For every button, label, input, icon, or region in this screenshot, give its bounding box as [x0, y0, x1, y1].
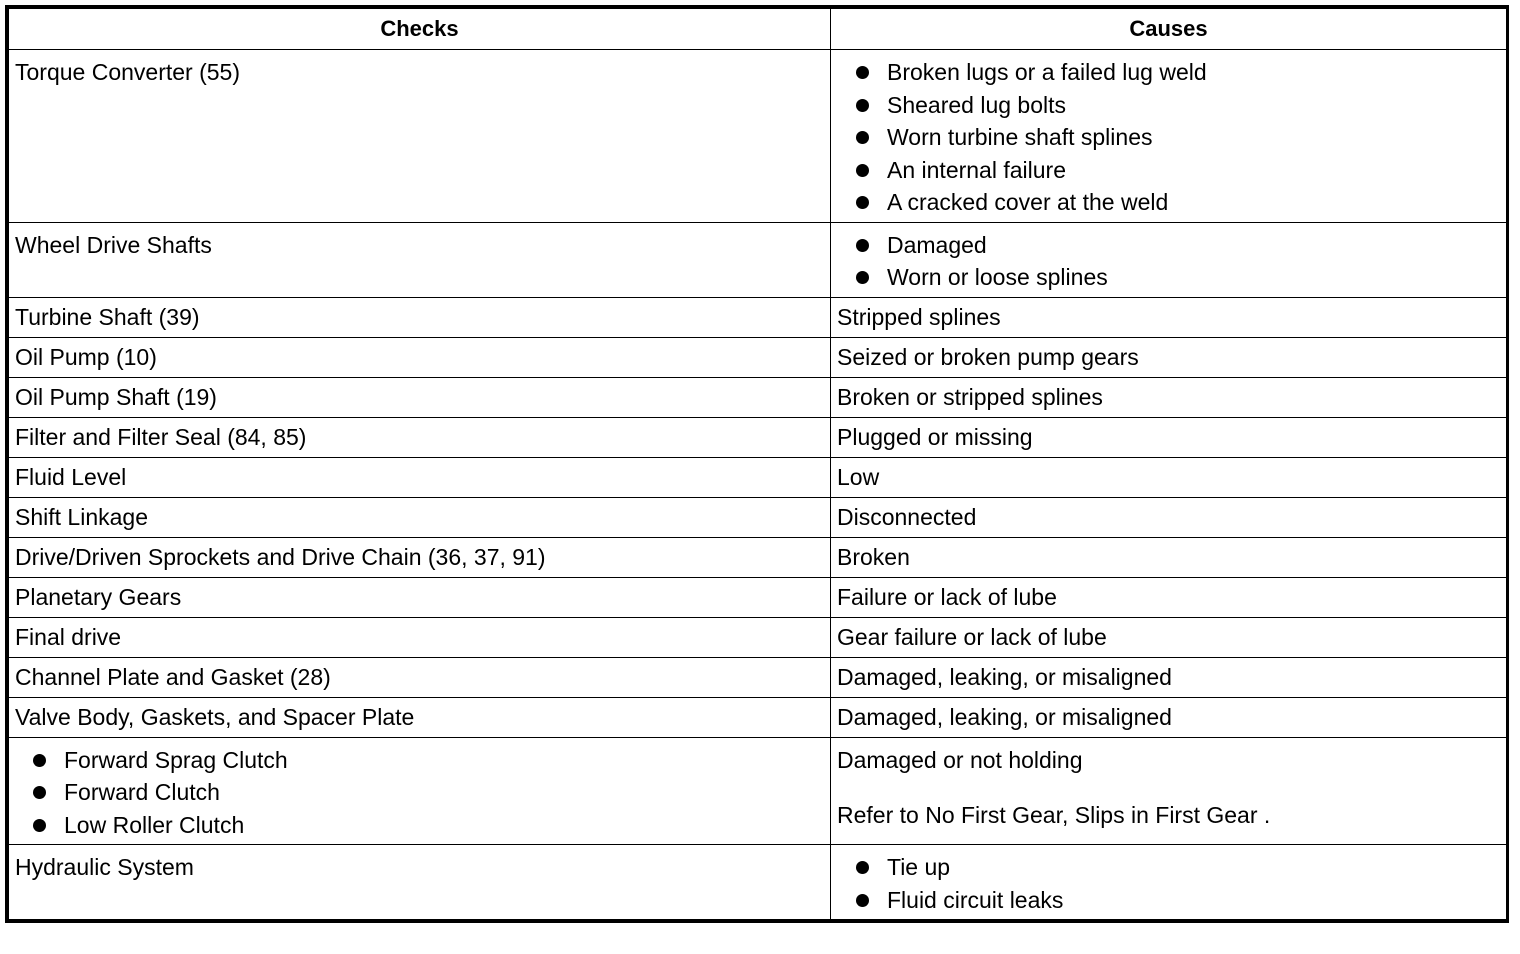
check-cell: Oil Pump Shaft (19)	[9, 377, 831, 417]
check-cell: Wheel Drive Shafts	[9, 222, 831, 297]
cause-text: Damaged or not holding	[837, 746, 1083, 773]
check-list	[15, 744, 830, 842]
table-row	[9, 497, 1507, 537]
check-cell: Shift Linkage	[9, 497, 831, 537]
check-cell	[9, 737, 831, 845]
table-row	[9, 845, 1507, 920]
reference-note: Refer to No First Gear, Slips in First Gear .	[837, 802, 1271, 828]
cause-cell: Stripped splines	[831, 297, 1507, 337]
table-row	[9, 577, 1507, 617]
table-row	[9, 457, 1507, 497]
table-row	[9, 537, 1507, 577]
cause-cell: Plugged or missing	[831, 417, 1507, 457]
table-row	[9, 737, 1507, 845]
check-cell: Oil Pump (10)	[9, 337, 831, 377]
cause-cell	[831, 737, 1507, 845]
cause-cell	[831, 222, 1507, 297]
cause-item: Worn turbine shaft splines	[837, 121, 1506, 154]
table-row	[9, 50, 1507, 223]
check-cell: Final drive	[9, 617, 831, 657]
check-cell: Planetary Gears	[9, 577, 831, 617]
cause-cell: Seized or broken pump gears	[831, 337, 1507, 377]
cause-list	[837, 56, 1506, 219]
table-row	[9, 417, 1507, 457]
header-checks: Checks	[9, 9, 831, 50]
cause-cell: Disconnected	[831, 497, 1507, 537]
check-cell: Channel Plate and Gasket (28)	[9, 657, 831, 697]
check-cell: Fluid Level	[9, 457, 831, 497]
cause-item: An internal failure	[837, 154, 1506, 187]
cause-cell: Damaged, leaking, or misaligned	[831, 697, 1507, 737]
table-row	[9, 657, 1507, 697]
cause-list	[837, 851, 1506, 916]
cause-item: Fluid circuit leaks	[837, 884, 1506, 917]
cause-cell: Broken	[831, 537, 1507, 577]
cause-item: Damaged	[837, 229, 1506, 262]
header-causes: Causes	[831, 9, 1507, 50]
check-item: Forward Clutch	[15, 776, 830, 809]
table-row	[9, 222, 1507, 297]
check-item: Forward Sprag Clutch	[15, 744, 830, 777]
cause-item: Tie up	[837, 851, 1506, 884]
cause-cell: Failure or lack of lube	[831, 577, 1507, 617]
diagnosis-table-frame	[5, 5, 1509, 923]
table-row	[9, 337, 1507, 377]
cause-cell	[831, 50, 1507, 223]
diagnosis-table	[8, 8, 1507, 920]
check-cell: Filter and Filter Seal (84, 85)	[9, 417, 831, 457]
table-row	[9, 297, 1507, 337]
cause-item: A cracked cover at the weld	[837, 186, 1506, 219]
table-row	[9, 697, 1507, 737]
cause-cell: Low	[831, 457, 1507, 497]
check-item: Low Roller Clutch	[15, 809, 830, 842]
cause-cell: Broken or stripped splines	[831, 377, 1507, 417]
cause-item: Broken lugs or a failed lug weld	[837, 56, 1506, 89]
table-row	[9, 617, 1507, 657]
cause-cell: Gear failure or lack of lube	[831, 617, 1507, 657]
cause-item: Sheared lug bolts	[837, 89, 1506, 122]
cause-list	[837, 229, 1506, 294]
table-row	[9, 377, 1507, 417]
cause-cell	[831, 845, 1507, 920]
check-cell: Drive/Driven Sprockets and Drive Chain (36, 37, 91)	[9, 537, 831, 577]
check-cell: Torque Converter (55)	[9, 50, 831, 223]
check-cell: Hydraulic System	[9, 845, 831, 920]
cause-item: Worn or loose splines	[837, 261, 1506, 294]
header-row	[9, 9, 1507, 50]
check-cell: Turbine Shaft (39)	[9, 297, 831, 337]
cause-cell: Damaged, leaking, or misaligned	[831, 657, 1507, 697]
check-cell: Valve Body, Gaskets, and Spacer Plate	[9, 697, 831, 737]
